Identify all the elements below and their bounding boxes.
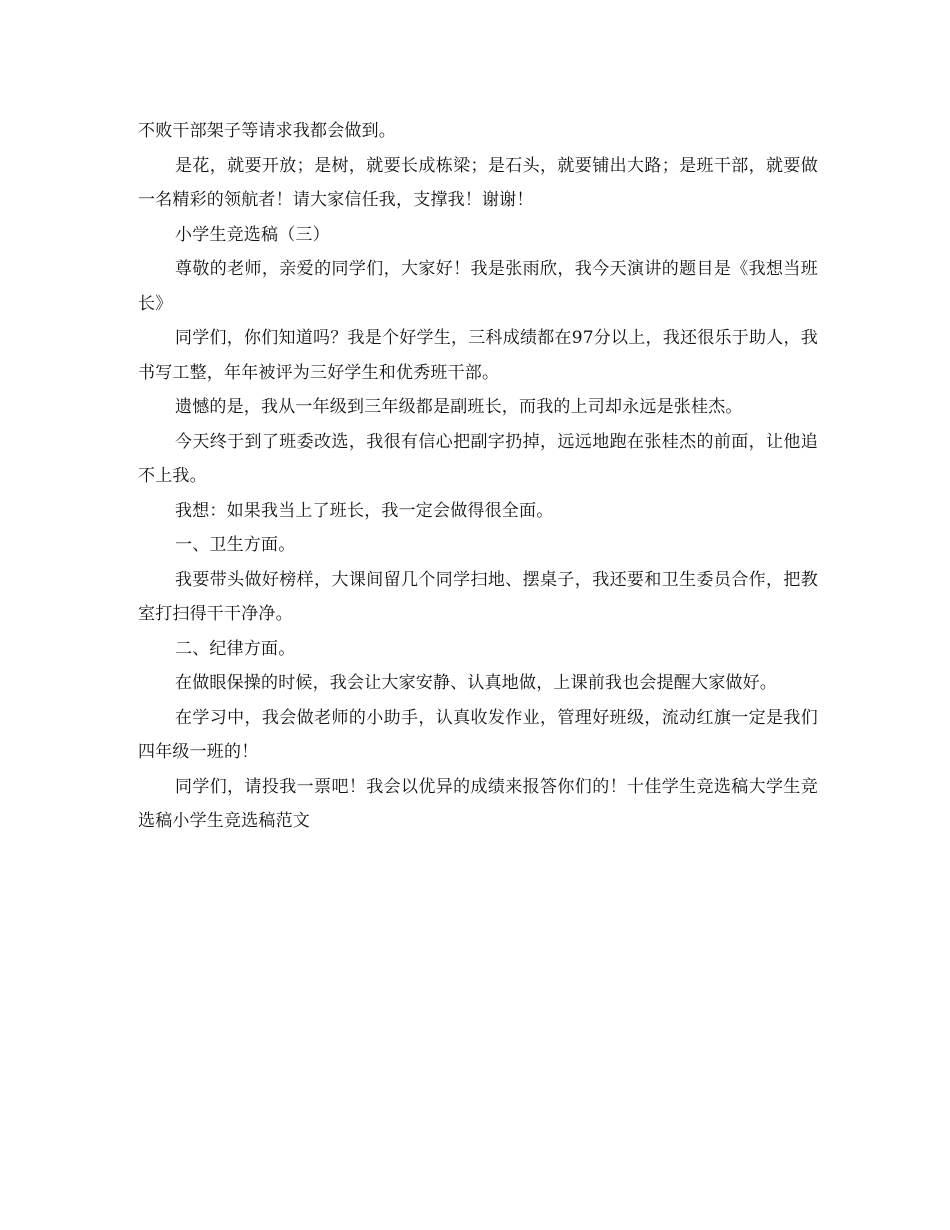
paragraph: 是花，就要开放；是树，就要长成栋梁；是石头，就要铺出大路；是班干部，就要做一名精彩的领航者！请大家信任我，支撑我！谢谢！	[138, 155, 818, 210]
list-heading: 一、卫生方面。	[175, 535, 296, 555]
paragraph: 同学们，你们知道吗？我是个好学生，三科成绩都在97分以上，我还很乐于助人，我书写工整，年年被评为三好学生和优秀班干部。	[138, 328, 818, 383]
list-heading: 二、纪律方面。	[175, 638, 296, 659]
paragraph: 同学们，请投我一票吧！我会以优异的成绩来报答你们的！十佳学生竞选稿大学生竞选稿小学生竞选稿范文	[138, 776, 818, 831]
paragraph: 不败干部架子等请求我都会做到。	[138, 121, 396, 141]
paragraph: 在学习中，我会做老师的小助手，认真收发作业，管理好班级，流动红旗一定是我们四年级一班的！	[138, 707, 818, 762]
paragraph: 在做眼保操的时候，我会让大家安静、认真地做，上课前我也会提醒大家做好。	[175, 673, 777, 693]
paragraph: 今天终于到了班委改选，我很有信心把副字扔掉，远远地跑在张桂杰的前面，让他追不上我。	[138, 431, 818, 486]
paragraph: 尊敬的老师，亲爱的同学们，大家好！我是张雨欣，我今天演讲的题目是《我想当班长》	[138, 259, 818, 314]
paragraph: 我要带头做好榜样，大课间留几个同学扫地、摆桌子，我还要和卫生委员合作，把教室打扫得干干净净。	[138, 569, 818, 624]
section-heading: 小学生竞选稿（三）	[175, 224, 330, 245]
paragraph: 遗憾的是，我从一年级到三年级都是副班长，而我的上司却永远是张桂杰。	[175, 397, 743, 417]
paragraph: 我想：如果我当上了班长，我一定会做得很全面。	[175, 500, 554, 521]
document-body	[138, 114, 818, 839]
